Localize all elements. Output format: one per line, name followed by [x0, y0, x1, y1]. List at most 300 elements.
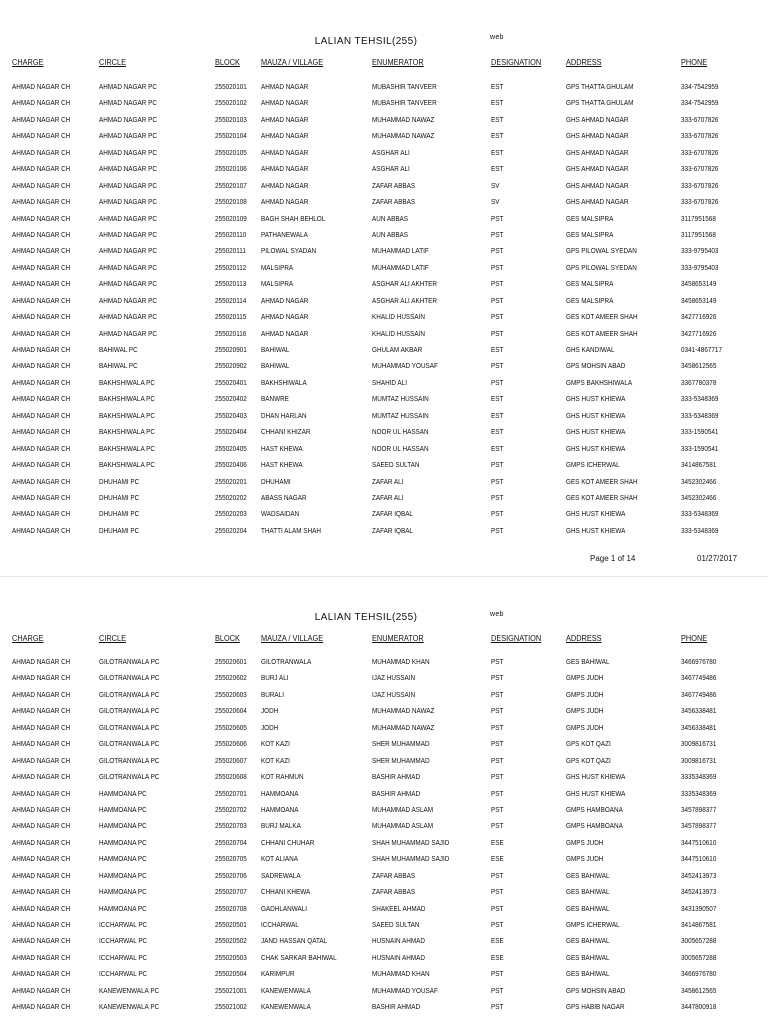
address-cell: GHS HUST KHIEWA	[566, 525, 626, 535]
mauza-cell: MALSIPRA	[261, 262, 294, 272]
designation-cell: EST	[491, 98, 504, 108]
mauza-cell: DHAN HARLAN	[261, 410, 307, 420]
mauza-cell: AHMAD NAGAR	[261, 147, 309, 157]
table-row	[0, 345, 768, 361]
table-row	[0, 214, 768, 230]
designation-cell: PST	[491, 821, 504, 831]
charge-cell: AHMAD NAGAR CH	[12, 887, 71, 897]
charge-cell: AHMAD NAGAR CH	[12, 755, 71, 765]
header-mauza: MAUZA / VILLAGE	[261, 634, 324, 643]
mauza-cell: CHHANI CHUHAR	[261, 837, 315, 847]
mauza-cell: DHUHAMI	[261, 476, 291, 486]
mauza-cell: KOT KAZI	[261, 755, 290, 765]
circle-cell: DHUHAMI PC	[99, 476, 140, 486]
charge-cell: AHMAD NAGAR CH	[12, 443, 71, 453]
header-block: BLOCK	[215, 634, 240, 643]
enumerator-cell: MUHAMMAD NAWAZ	[372, 131, 435, 141]
mauza-cell: AHMAD NAGAR	[261, 295, 309, 305]
designation-cell: ESE	[491, 837, 504, 847]
phone-cell: 333-6707826	[681, 114, 719, 124]
circle-cell: DHUHAMI PC	[99, 492, 140, 502]
circle-cell: AHMAD NAGAR PC	[99, 114, 157, 124]
table-row	[0, 378, 768, 394]
table-row	[0, 246, 768, 262]
charge-cell: AHMAD NAGAR CH	[12, 82, 71, 91]
charge-cell: AHMAD NAGAR CH	[12, 279, 71, 289]
phone-cell: 333-6707826	[681, 147, 719, 157]
enumerator-cell: ZAFAR IQBAL	[372, 525, 413, 535]
table-row	[0, 230, 768, 246]
designation-cell: EST	[491, 345, 504, 354]
address-cell: GPS PILOWAL SYEDAN	[566, 246, 637, 256]
designation-cell: PST	[491, 969, 504, 979]
phone-cell: 3467749486	[681, 689, 717, 699]
table-row	[0, 772, 768, 788]
circle-cell: BAHIWAL PC	[99, 345, 138, 354]
table-row	[0, 739, 768, 755]
charge-cell: AHMAD NAGAR CH	[12, 114, 71, 124]
block-cell: 255020707	[215, 887, 247, 897]
enumerator-cell: MUHAMMAD YOUSAF	[372, 985, 438, 995]
enumerator-cell: GHULAM AKBAR	[372, 345, 423, 354]
circle-cell: HAMMOANA PC	[99, 903, 147, 913]
block-cell: 255020406	[215, 460, 247, 470]
enumerator-cell: NOOR UL HASSAN	[372, 443, 429, 453]
address-cell: GES BAHIWAL	[566, 870, 610, 880]
phone-cell: 3447510610	[681, 837, 717, 847]
designation-cell: PST	[491, 377, 504, 387]
circle-cell: GILOTRANWALA PC	[99, 739, 160, 749]
table-row	[0, 148, 768, 164]
block-cell: 255020601	[215, 657, 247, 666]
charge-cell: AHMAD NAGAR CH	[12, 394, 71, 404]
circle-cell: AHMAD NAGAR PC	[99, 147, 157, 157]
circle-cell: AHMAD NAGAR PC	[99, 131, 157, 141]
circle-cell: DHUHAMI PC	[99, 509, 140, 519]
table-row	[0, 411, 768, 427]
charge-cell: AHMAD NAGAR CH	[12, 410, 71, 420]
table-row	[0, 904, 768, 920]
circle-cell: AHMAD NAGAR PC	[99, 180, 157, 190]
block-cell: 255020606	[215, 739, 247, 749]
address-cell: GMPS JUDH	[566, 689, 604, 699]
designation-cell: ESE	[491, 952, 504, 962]
charge-cell: AHMAD NAGAR CH	[12, 460, 71, 470]
circle-cell: HAMMOANA PC	[99, 837, 147, 847]
charge-cell: AHMAD NAGAR CH	[12, 772, 71, 782]
address-cell: GES BAHIWAL	[566, 903, 610, 913]
charge-cell: AHMAD NAGAR CH	[12, 689, 71, 699]
block-cell: 255020404	[215, 427, 247, 437]
table-row	[0, 1002, 768, 1018]
mauza-cell: THATTI ALAM SHAH	[261, 525, 321, 535]
address-cell: GMPS JUDH	[566, 722, 604, 732]
designation-cell: EST	[491, 443, 504, 453]
block-cell: 255020604	[215, 706, 247, 716]
charge-cell: AHMAD NAGAR CH	[12, 180, 71, 190]
table-row	[0, 789, 768, 805]
phone-cell: 3117951568	[681, 213, 716, 223]
block-cell: 255020706	[215, 870, 247, 880]
circle-cell: AHMAD NAGAR PC	[99, 246, 157, 256]
phone-cell: 3009816731	[681, 739, 717, 749]
charge-cell: AHMAD NAGAR CH	[12, 706, 71, 716]
circle-cell: HAMMOANA PC	[99, 854, 147, 864]
circle-cell: BAKHSHIWALA PC	[99, 394, 155, 404]
charge-cell: AHMAD NAGAR CH	[12, 821, 71, 831]
designation-cell: EST	[491, 131, 504, 141]
charge-cell: AHMAD NAGAR CH	[12, 492, 71, 502]
table-row	[0, 82, 768, 98]
table-row	[0, 920, 768, 936]
mauza-cell: WADSAIDAN	[261, 509, 300, 519]
phone-cell: 3117951568	[681, 229, 716, 239]
phone-cell: 3414867581	[681, 460, 717, 470]
table-row	[0, 805, 768, 821]
enumerator-cell: ZAFAR ABBAS	[372, 197, 416, 207]
address-cell: GES MALSIPRA	[566, 295, 614, 305]
table-row	[0, 361, 768, 377]
address-cell: GES KOT AMEER SHAH	[566, 312, 638, 322]
table-row	[0, 460, 768, 476]
block-cell: 255020204	[215, 525, 247, 535]
page-divider	[0, 576, 768, 577]
charge-cell: AHMAD NAGAR CH	[12, 147, 71, 157]
address-cell: GES KOT AMEER SHAH	[566, 328, 638, 338]
address-cell: GHS KANDIWAL	[566, 345, 615, 354]
circle-cell: ICCHARWAL PC	[99, 969, 148, 979]
phone-cell: 333-6707826	[681, 164, 719, 174]
block-cell: 255020111	[215, 246, 246, 256]
designation-cell: PST	[491, 706, 504, 716]
designation-cell: PST	[491, 722, 504, 732]
mauza-cell: BURALI	[261, 689, 284, 699]
table-row	[0, 115, 768, 131]
circle-cell: GILOTRANWALA PC	[99, 673, 160, 683]
enumerator-cell: HUSNAIN AHMAD	[372, 936, 425, 946]
table-row	[0, 723, 768, 739]
designation-cell: EST	[491, 164, 504, 174]
mauza-cell: JAND HASSAN QATAL	[261, 936, 328, 946]
charge-cell: AHMAD NAGAR CH	[12, 361, 71, 371]
circle-cell: BAKHSHIWALA PC	[99, 427, 155, 437]
circle-cell: AHMAD NAGAR PC	[99, 229, 157, 239]
phone-cell: 333-6707826	[681, 131, 719, 141]
address-cell: GMPS ICHERWAL	[566, 920, 620, 929]
header-circle: CIRCLE	[99, 634, 126, 643]
charge-cell: AHMAD NAGAR CH	[12, 870, 71, 880]
charge-cell: AHMAD NAGAR CH	[12, 328, 71, 338]
phone-cell: 3431390507	[681, 903, 717, 913]
charge-cell: AHMAD NAGAR CH	[12, 837, 71, 847]
mauza-cell: ICCHARWAL	[261, 920, 299, 929]
charge-cell: AHMAD NAGAR CH	[12, 509, 71, 519]
block-cell: 255020106	[215, 164, 247, 174]
designation-cell: ESE	[491, 936, 504, 946]
enumerator-cell: MUHAMMAD LATIF	[372, 262, 429, 272]
charge-cell: AHMAD NAGAR CH	[12, 788, 71, 798]
table-row	[0, 98, 768, 114]
phone-cell: 0341-4867717	[681, 345, 723, 354]
block-cell: 255020107	[215, 180, 247, 190]
mauza-cell: CHHANI KHIZAR	[261, 427, 311, 437]
designation-cell: PST	[491, 755, 504, 765]
enumerator-cell: BASHIR AHMAD	[372, 788, 421, 798]
mauza-cell: GADHLANWALI	[261, 903, 308, 913]
circle-cell: KANEWENWALA PC	[99, 1002, 160, 1012]
designation-cell: PST	[491, 772, 504, 782]
block-cell: 255020112	[215, 262, 247, 272]
table-row	[0, 329, 768, 345]
charge-cell: AHMAD NAGAR CH	[12, 952, 71, 962]
mauza-cell: AHMAD NAGAR	[261, 114, 309, 124]
enumerator-cell: SHAKEEL AHMAD	[372, 903, 426, 913]
table-row	[0, 197, 768, 213]
block-cell: 255020602	[215, 673, 247, 683]
block-cell: 255020607	[215, 755, 247, 765]
circle-cell: AHMAD NAGAR PC	[99, 262, 157, 272]
block-cell: 255020705	[215, 854, 247, 864]
designation-cell: SV	[491, 197, 500, 207]
table-row	[0, 690, 768, 706]
phone-cell: 333-5348369	[681, 410, 719, 420]
table-row	[0, 164, 768, 180]
designation-cell: PST	[491, 689, 504, 699]
block-cell: 255020201	[215, 476, 247, 486]
mauza-cell: ABASS NAGAR	[261, 492, 307, 502]
circle-cell: HAMMOANA PC	[99, 870, 147, 880]
mauza-cell: HAST KHEWA	[261, 460, 303, 470]
address-cell: GES MALSIPRA	[566, 229, 614, 239]
table-row	[0, 756, 768, 772]
header-charge: CHARGE	[12, 634, 44, 643]
mauza-cell: KOT ALIANA	[261, 854, 298, 864]
charge-cell: AHMAD NAGAR CH	[12, 673, 71, 683]
mauza-cell: KOT KAZI	[261, 739, 290, 749]
designation-cell: EST	[491, 82, 504, 91]
table-row	[0, 854, 768, 870]
phone-cell: 3466976780	[681, 969, 717, 979]
phone-cell: 3458653149	[681, 295, 717, 305]
block-cell: 255020701	[215, 788, 247, 798]
charge-cell: AHMAD NAGAR CH	[12, 229, 71, 239]
report-title: LALIAN TEHSIL(255)	[314, 612, 418, 623]
circle-cell: HAMMOANA PC	[99, 821, 147, 831]
charge-cell: AHMAD NAGAR CH	[12, 213, 71, 223]
phone-cell: 3458612565	[681, 985, 717, 995]
mauza-cell: GILOTRANWALA	[261, 657, 312, 666]
enumerator-cell: ZAFAR ABBAS	[372, 180, 416, 190]
circle-cell: AHMAD NAGAR PC	[99, 164, 157, 174]
block-cell: 255020902	[215, 361, 247, 371]
circle-cell: BAKHSHIWALA PC	[99, 377, 155, 387]
block-cell: 255020110	[215, 229, 247, 239]
circle-cell: HAMMOANA PC	[99, 788, 147, 798]
mauza-cell: BAKHSHIWALA	[261, 377, 307, 387]
phone-cell: 3458612565	[681, 361, 717, 371]
table-row	[0, 706, 768, 722]
enumerator-cell: ZAFAR ABBAS	[372, 870, 416, 880]
circle-cell: ICCHARWAL PC	[99, 920, 148, 929]
charge-cell: AHMAD NAGAR CH	[12, 903, 71, 913]
charge-cell: AHMAD NAGAR CH	[12, 936, 71, 946]
phone-cell: 3458653149	[681, 279, 717, 289]
enumerator-cell: MUHAMMAD LATIF	[372, 246, 429, 256]
circle-cell: GILOTRANWALA PC	[99, 706, 160, 716]
address-cell: GMPS HAMBOANA	[566, 804, 623, 814]
address-cell: GES KOT AMEER SHAH	[566, 492, 638, 502]
address-cell: GPS HABIB NAGAR	[566, 1002, 625, 1012]
table-row	[0, 181, 768, 197]
designation-cell: PST	[491, 476, 504, 486]
circle-cell: AHMAD NAGAR PC	[99, 328, 157, 338]
header-designation: DESIGNATION	[491, 634, 542, 643]
designation-cell: PST	[491, 279, 504, 289]
charge-cell: AHMAD NAGAR CH	[12, 739, 71, 749]
address-cell: GMPS ICHERWAL	[566, 460, 620, 470]
mauza-cell: SADREWALA	[261, 870, 301, 880]
report-title: LALIAN TEHSIL(255)	[314, 36, 418, 47]
designation-cell: PST	[491, 788, 504, 798]
header-phone: PHONE	[681, 634, 708, 643]
charge-cell: AHMAD NAGAR CH	[12, 969, 71, 979]
block-cell: 255020401	[215, 377, 247, 387]
header-block: BLOCK	[215, 58, 240, 67]
enumerator-cell: MUHAMMAD KHAN	[372, 969, 430, 979]
charge-cell: AHMAD NAGAR CH	[12, 657, 71, 666]
block-cell: 255021001	[215, 985, 247, 995]
designation-cell: PST	[491, 295, 504, 305]
mauza-cell: KANEWENWALA	[261, 985, 311, 995]
charge-cell: AHMAD NAGAR CH	[12, 854, 71, 864]
block-cell: 255020504	[215, 969, 247, 979]
circle-cell: AHMAD NAGAR PC	[99, 295, 157, 305]
designation-cell: PST	[491, 361, 504, 371]
designation-cell: SV	[491, 180, 500, 190]
mauza-cell: BURJ ALI	[261, 673, 289, 683]
circle-cell: GILOTRANWALA PC	[99, 689, 160, 699]
charge-cell: AHMAD NAGAR CH	[12, 262, 71, 272]
block-cell: 255020405	[215, 443, 247, 453]
table-row	[0, 279, 768, 295]
circle-cell: AHMAD NAGAR PC	[99, 98, 157, 108]
block-cell: 255020402	[215, 394, 247, 404]
phone-cell: 333-6707826	[681, 197, 719, 207]
block-cell: 255020103	[215, 114, 247, 124]
enumerator-cell: IJAZ HUSSAIN	[372, 689, 416, 699]
address-cell: GES MALSIPRA	[566, 279, 614, 289]
table-row	[0, 887, 768, 903]
block-cell: 255020102	[215, 98, 247, 108]
block-cell: 255020608	[215, 772, 247, 782]
phone-cell: 3452413973	[681, 887, 717, 897]
address-cell: GPS THATTA GHULAM	[566, 98, 634, 108]
enumerator-cell: MUHAMMAD YOUSAF	[372, 361, 438, 371]
designation-cell: PST	[491, 920, 504, 929]
charge-cell: AHMAD NAGAR CH	[12, 164, 71, 174]
designation-cell: ESE	[491, 854, 504, 864]
enumerator-cell: SHER MUHAMMAD	[372, 755, 430, 765]
table-row	[0, 936, 768, 952]
phone-cell: 333-5348369	[681, 525, 719, 535]
address-cell: GMPS JUDH	[566, 837, 604, 847]
designation-cell: PST	[491, 213, 504, 223]
charge-cell: AHMAD NAGAR CH	[12, 312, 71, 322]
enumerator-cell: ZAFAR ABBAS	[372, 887, 416, 897]
address-cell: GHS HUST KHIEWA	[566, 394, 626, 404]
circle-cell: DHUHAMI PC	[99, 525, 140, 535]
enumerator-cell: BASHIR AHMAD	[372, 772, 421, 782]
circle-cell: ICCHARWAL PC	[99, 952, 148, 962]
address-cell: GHS HUST KHIEWA	[566, 788, 626, 798]
block-cell: 255020203	[215, 509, 247, 519]
block-cell: 255020901	[215, 345, 247, 354]
table-header	[0, 58, 768, 70]
table-row	[0, 526, 768, 542]
address-cell: GHS AHMAD NAGAR	[566, 131, 629, 141]
table-row	[0, 427, 768, 443]
report-date: 01/27/2017	[697, 554, 738, 563]
enumerator-cell: MUMTAZ HUSSAIN	[372, 410, 429, 420]
charge-cell: AHMAD NAGAR CH	[12, 804, 71, 814]
table-body	[0, 82, 768, 542]
address-cell: GES BAHIWAL	[566, 887, 610, 897]
phone-cell: 333-9795403	[681, 246, 719, 256]
block-cell: 255020104	[215, 131, 247, 141]
charge-cell: AHMAD NAGAR CH	[12, 427, 71, 437]
table-row	[0, 953, 768, 969]
circle-cell: BAHIWAL PC	[99, 361, 138, 371]
enumerator-cell: SAEED SULTAN	[372, 920, 420, 929]
phone-cell: 3335348369	[681, 788, 717, 798]
designation-cell: EST	[491, 410, 504, 420]
enumerator-cell: ZAFAR ALI	[372, 476, 404, 486]
enumerator-cell: SHAHID ALI	[372, 377, 407, 387]
enumerator-cell: KHALID HUSSAIN	[372, 312, 425, 322]
block-cell: 255020502	[215, 936, 247, 946]
address-cell: GMPS JUDH	[566, 854, 604, 864]
designation-cell: PST	[491, 739, 504, 749]
circle-cell: HAMMOANA PC	[99, 804, 147, 814]
phone-cell: 3427716926	[681, 328, 717, 338]
enumerator-cell: AUN ABBAS	[372, 229, 409, 239]
block-cell: 255020403	[215, 410, 247, 420]
phone-cell: 3447510610	[681, 854, 717, 864]
mauza-cell: AHMAD NAGAR	[261, 312, 309, 322]
enumerator-cell: MUHAMMAD KHAN	[372, 657, 430, 666]
enumerator-cell: MUBASHIR TANVEER	[372, 98, 437, 108]
phone-cell: 3452302466	[681, 476, 717, 486]
enumerator-cell: MUHAMMAD NAWAZ	[372, 114, 435, 124]
enumerator-cell: IJAZ HUSSAIN	[372, 673, 416, 683]
address-cell: GPS THATTA GHULAM	[566, 82, 634, 91]
enumerator-cell: MUMTAZ HUSSAIN	[372, 394, 429, 404]
address-cell: GHS AHMAD NAGAR	[566, 180, 629, 190]
phone-cell: 333-6707826	[681, 180, 719, 190]
charge-cell: AHMAD NAGAR CH	[12, 246, 71, 256]
table-row	[0, 394, 768, 410]
charge-cell: AHMAD NAGAR CH	[12, 377, 71, 387]
address-cell: GPS MOHSIN ABAD	[566, 361, 626, 371]
phone-cell: 3414867581	[681, 920, 717, 929]
block-cell: 255020115	[215, 312, 247, 322]
header-address: ADDRESS	[566, 58, 602, 67]
block-cell: 255020202	[215, 492, 247, 502]
enumerator-cell: SHAH MUHAMMAD SAJID	[372, 854, 450, 864]
header-designation: DESIGNATION	[491, 58, 542, 67]
designation-cell: PST	[491, 657, 504, 666]
phone-cell: 3447800918	[681, 1002, 717, 1012]
